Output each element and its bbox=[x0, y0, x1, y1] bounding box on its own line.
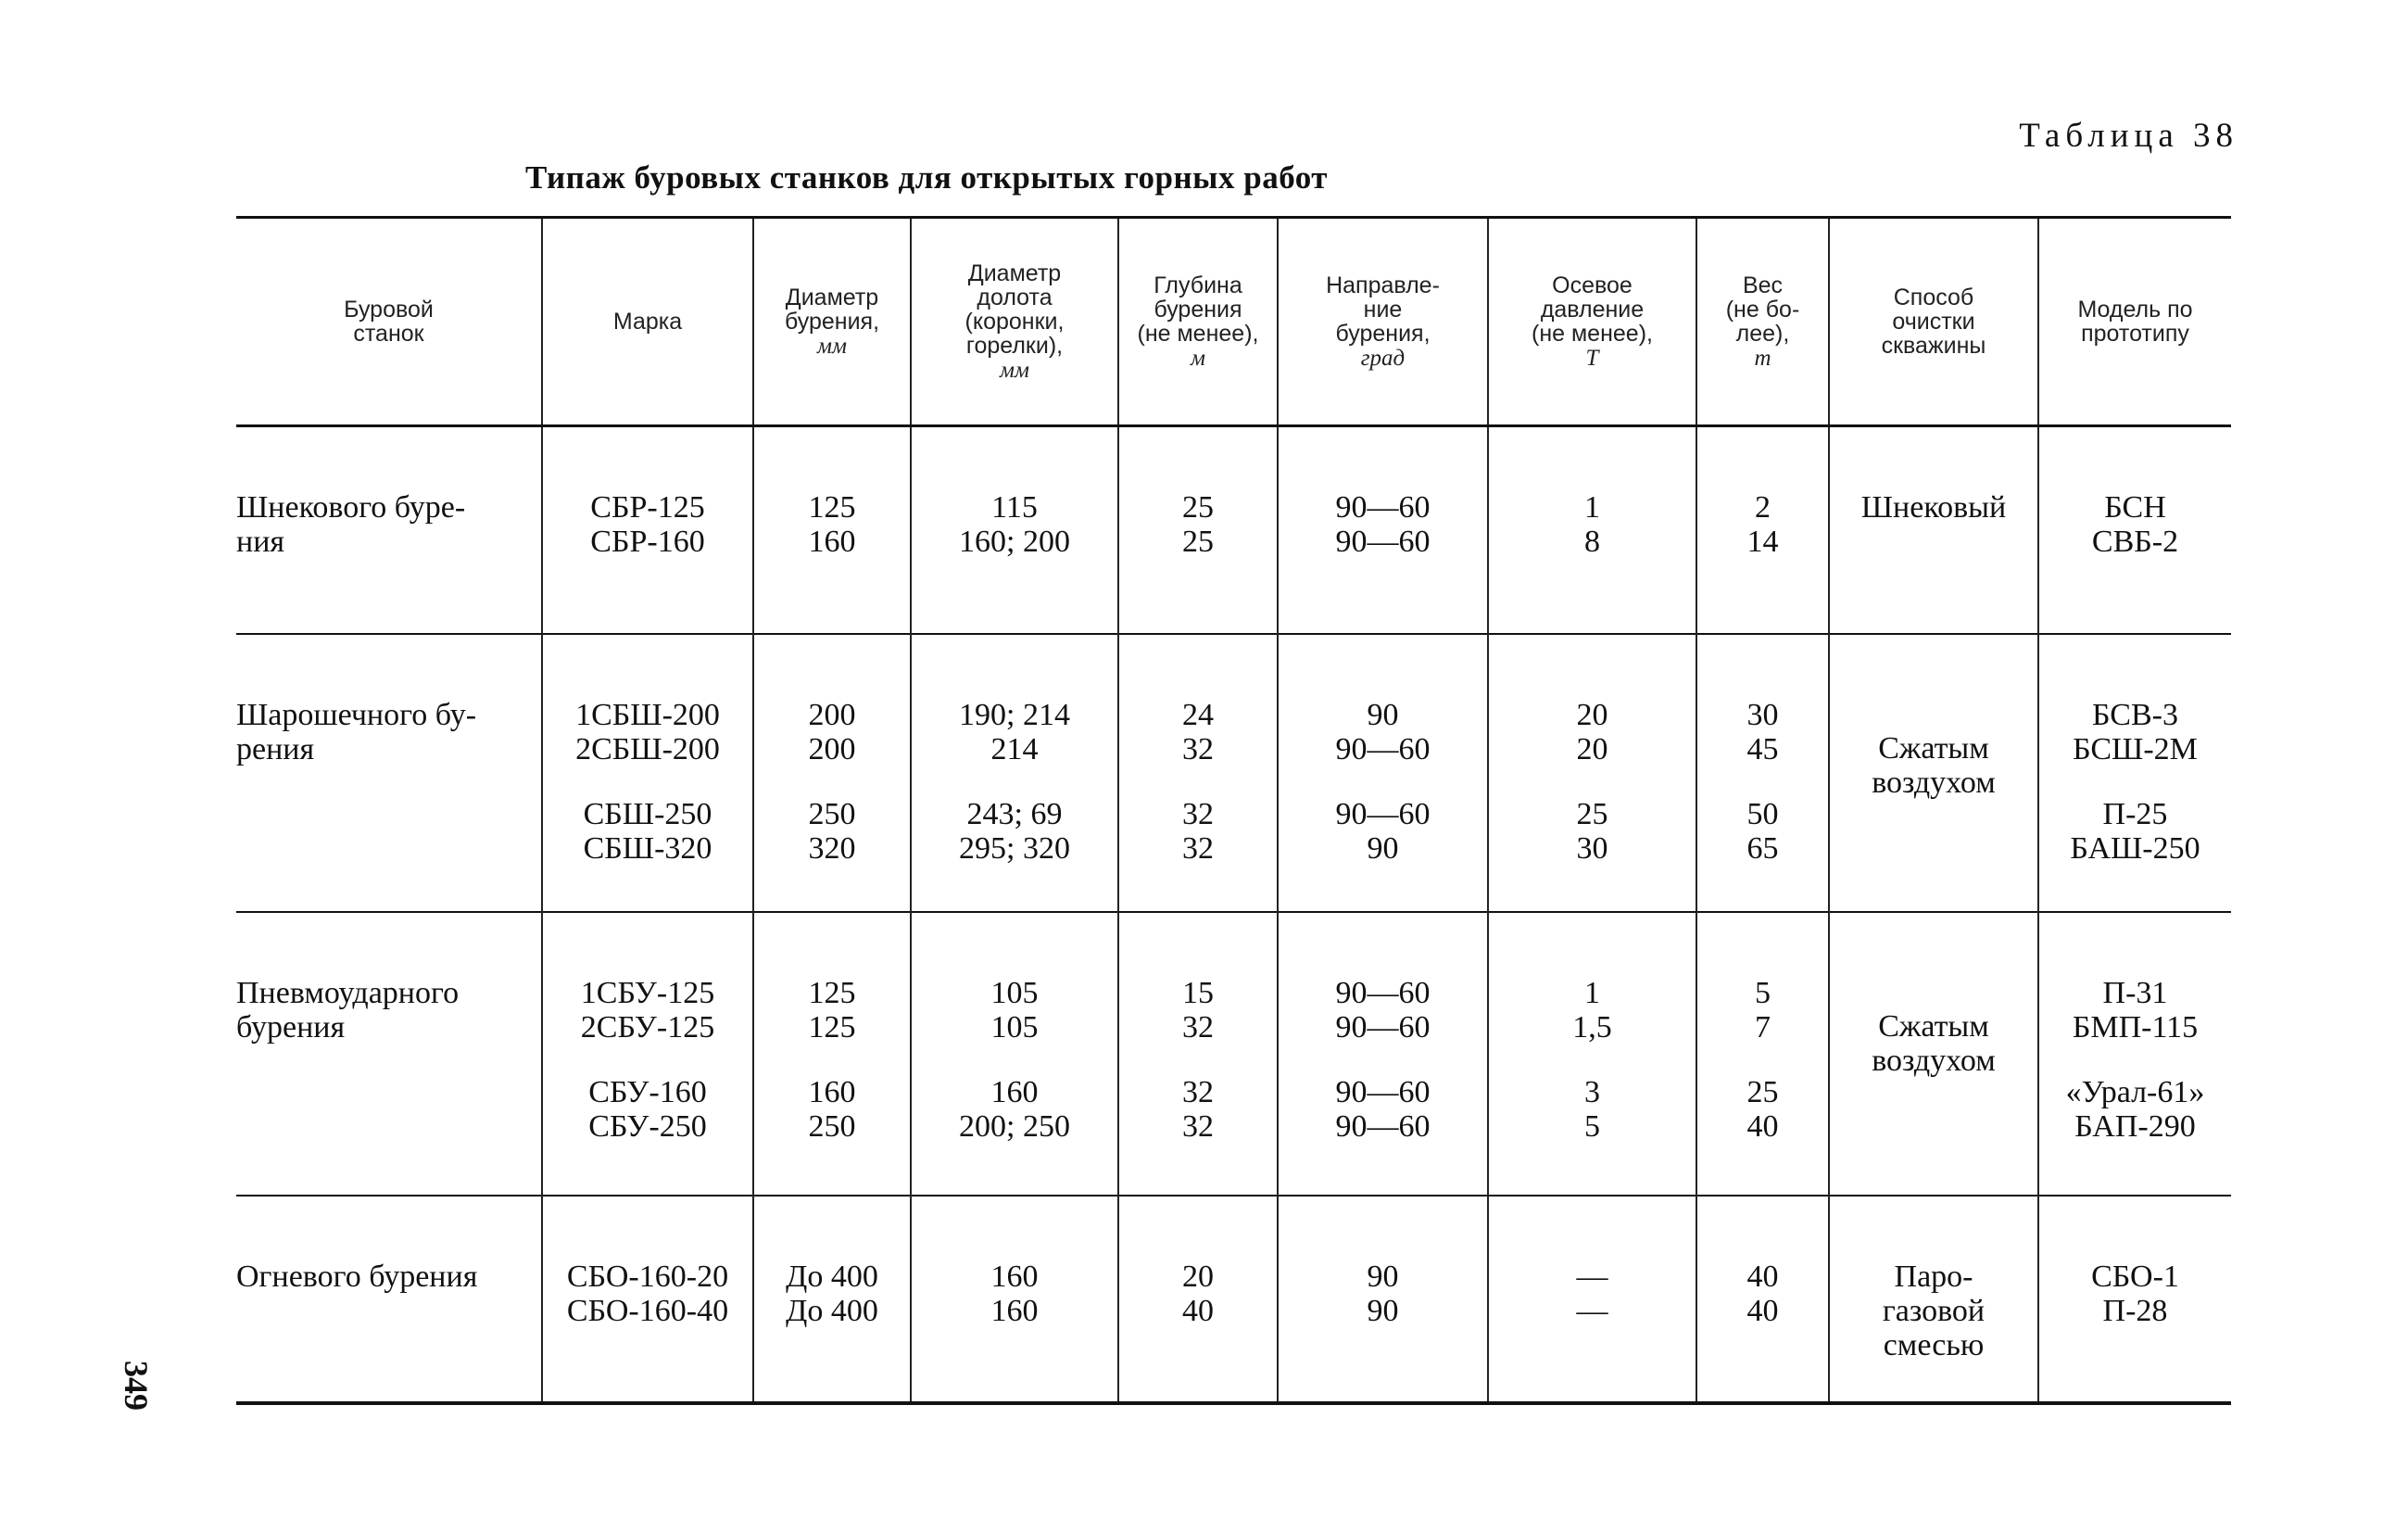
rig-type-text: Огневого бурения bbox=[236, 1259, 478, 1294]
column-header bbox=[236, 218, 542, 426]
column-header-unit: мм bbox=[1000, 357, 1029, 383]
cell-value: 160 200; 250 bbox=[959, 1074, 1070, 1144]
bit-diameter-cell bbox=[911, 426, 1118, 634]
rig-type-text: Шарошечного бу- рения bbox=[236, 697, 477, 766]
bit-diameter-cell bbox=[911, 634, 1118, 912]
depth-cell bbox=[1118, 634, 1278, 912]
cleaning-method-cell bbox=[1829, 426, 2038, 634]
depth-cell bbox=[1118, 1196, 1278, 1403]
column-header-unit: мм bbox=[817, 333, 847, 359]
cleaning-method-text: Сжатым воздухом bbox=[1872, 1008, 1996, 1078]
page-number: 349 bbox=[118, 1361, 155, 1411]
header-row bbox=[236, 218, 2231, 426]
column-header bbox=[1278, 218, 1488, 426]
cell-value: 25 25 bbox=[1182, 490, 1214, 559]
cell-value: 40 40 bbox=[1746, 1259, 1779, 1328]
cell-value: 32 32 bbox=[1182, 1074, 1214, 1144]
column-header-label: Модель по прототипу bbox=[2077, 297, 2193, 347]
cleaning-method-cell bbox=[1829, 1196, 2038, 1403]
cell-value: 125 160 bbox=[808, 490, 856, 559]
rig-type-text: Шнекового буре- ния bbox=[236, 490, 466, 559]
table-row bbox=[236, 426, 2231, 634]
column-header-label: Глубина бурения (не менее), bbox=[1137, 272, 1259, 347]
prototype-model-text: П-25 БАШ-250 bbox=[2070, 796, 2200, 866]
table-row bbox=[236, 1196, 2231, 1403]
column-header bbox=[1118, 218, 1278, 426]
column-header-label: Направле- ние бурения, bbox=[1326, 272, 1440, 347]
prototype-model-cell bbox=[2038, 426, 2231, 634]
column-header-unit: град bbox=[1360, 345, 1406, 371]
column-header-label: Способ очистки скважины bbox=[1881, 285, 1986, 359]
cell-value: 1 1,5 bbox=[1572, 975, 1612, 1045]
cell-value: 90—60 90—60 bbox=[1335, 1074, 1431, 1144]
cleaning-method-text: Сжатым воздухом bbox=[1872, 730, 1996, 800]
cell-value: 5 7 bbox=[1755, 975, 1771, 1045]
column-header bbox=[2038, 218, 2231, 426]
cell-value: 20 40 bbox=[1182, 1259, 1214, 1328]
column-header-unit: т bbox=[1754, 345, 1771, 371]
column-header-unit: Т bbox=[1585, 345, 1599, 371]
cleaning-method-cell bbox=[1829, 634, 2038, 912]
axial-pressure-cell bbox=[1488, 1196, 1696, 1403]
column-header bbox=[911, 218, 1118, 426]
rig-type-text: Пневмоударного бурения bbox=[236, 975, 460, 1045]
table-label: Таблица 38 bbox=[2019, 117, 2238, 155]
bit-diameter-cell bbox=[911, 1196, 1118, 1403]
column-header bbox=[1696, 218, 1829, 426]
cell-value: 105 105 bbox=[990, 975, 1039, 1045]
weight-cell bbox=[1696, 1196, 1829, 1403]
column-header bbox=[1488, 218, 1696, 426]
weight-cell bbox=[1696, 634, 1829, 912]
cell-value: До 400 До 400 bbox=[786, 1259, 878, 1328]
column-header bbox=[542, 218, 753, 426]
brand-cell bbox=[542, 634, 753, 912]
column-header-label: Диаметр бурения, bbox=[784, 284, 880, 335]
prototype-model-text: «Урал-61» БАП-290 bbox=[2065, 1074, 2205, 1144]
cell-value: 200 200 bbox=[808, 697, 856, 766]
rig-type-cell bbox=[236, 1196, 542, 1403]
cell-value: 3 5 bbox=[1584, 1074, 1600, 1144]
column-header-unit: м bbox=[1191, 345, 1205, 371]
cell-value: 90—60 90—60 bbox=[1335, 490, 1431, 559]
drill-diameter-cell bbox=[753, 912, 911, 1196]
rig-type-cell bbox=[236, 426, 542, 634]
column-header bbox=[1829, 218, 2038, 426]
cell-value: 25 30 bbox=[1576, 796, 1608, 866]
prototype-model-text: П-31 БМП-115 bbox=[2072, 975, 2199, 1045]
cell-value: 1СБШ-200 2СБШ-200 bbox=[575, 697, 720, 766]
cell-value: 15 32 bbox=[1182, 975, 1214, 1045]
drilling-rigs-table bbox=[236, 216, 2231, 1405]
brand-cell bbox=[542, 912, 753, 1196]
drill-diameter-cell bbox=[753, 634, 911, 912]
prototype-model-cell bbox=[2038, 634, 2231, 912]
column-header-label: Буровой станок bbox=[344, 297, 434, 347]
column-header-label: Диаметр долота (коронки, горелки), bbox=[964, 260, 1065, 359]
table-body bbox=[236, 426, 2231, 1403]
drill-diameter-cell bbox=[753, 1196, 911, 1403]
column-header-label: Вес (не бо- лее), bbox=[1725, 272, 1800, 347]
cell-value: 25 40 bbox=[1746, 1074, 1779, 1144]
weight-cell bbox=[1696, 426, 1829, 634]
prototype-model-cell bbox=[2038, 1196, 2231, 1403]
weight-cell bbox=[1696, 912, 1829, 1196]
brand-cell bbox=[542, 426, 753, 634]
direction-cell bbox=[1278, 1196, 1488, 1403]
cell-value: 24 32 bbox=[1182, 697, 1214, 766]
brand-cell bbox=[542, 1196, 753, 1403]
table-row bbox=[236, 912, 2231, 1196]
cell-value: 1 8 bbox=[1584, 490, 1600, 559]
cell-value: 32 32 bbox=[1182, 796, 1214, 866]
cell-value: 50 65 bbox=[1746, 796, 1779, 866]
bit-diameter-cell bbox=[911, 912, 1118, 1196]
cell-value: 160 250 bbox=[808, 1074, 856, 1144]
depth-cell bbox=[1118, 426, 1278, 634]
prototype-model-text: БСН СВБ-2 bbox=[2091, 490, 2179, 559]
direction-cell bbox=[1278, 912, 1488, 1196]
cell-value: 30 45 bbox=[1746, 697, 1779, 766]
cleaning-method-text: Паро- газовой смесью bbox=[1882, 1259, 1986, 1362]
column-header-label: Осевое давление (не менее), bbox=[1532, 272, 1653, 347]
cleaning-method-text: Шнековый bbox=[1860, 490, 2007, 525]
cleaning-method-cell bbox=[1829, 912, 2038, 1196]
column-header bbox=[753, 218, 911, 426]
cell-value: 20 20 bbox=[1576, 697, 1608, 766]
cell-value: 90 90 bbox=[1367, 1259, 1399, 1328]
cell-value: СБО-160-20 СБО-160-40 bbox=[566, 1259, 729, 1328]
cell-value: 243; 69 295; 320 bbox=[959, 796, 1070, 866]
cell-value: 115 160; 200 bbox=[959, 490, 1070, 559]
cell-value: 2 14 bbox=[1746, 490, 1779, 559]
cell-value: 90—60 90—60 bbox=[1335, 975, 1431, 1045]
cell-value: СБШ-250 СБШ-320 bbox=[583, 796, 712, 866]
axial-pressure-cell bbox=[1488, 912, 1696, 1196]
cell-value: СБУ-160 СБУ-250 bbox=[588, 1074, 707, 1144]
axial-pressure-cell bbox=[1488, 426, 1696, 634]
cell-value: 125 125 bbox=[808, 975, 856, 1045]
cell-value: 160 160 bbox=[990, 1259, 1039, 1328]
table-row bbox=[236, 634, 2231, 912]
prototype-model-text: БСВ-3 БСШ-2М bbox=[2073, 697, 2198, 766]
depth-cell bbox=[1118, 912, 1278, 1196]
cell-value: — — bbox=[1576, 1259, 1608, 1328]
axial-pressure-cell bbox=[1488, 634, 1696, 912]
cell-value: 90—60 90 bbox=[1335, 796, 1431, 866]
prototype-model-cell bbox=[2038, 912, 2231, 1196]
direction-cell bbox=[1278, 426, 1488, 634]
table-title: Типаж буровых станков для открытых горных работ bbox=[525, 159, 1328, 196]
cell-value: 90 90—60 bbox=[1335, 697, 1431, 766]
rig-type-cell bbox=[236, 912, 542, 1196]
cell-value: 1СБУ-125 2СБУ-125 bbox=[580, 975, 715, 1045]
cell-value: 190; 214 214 bbox=[959, 697, 1070, 766]
rig-type-cell bbox=[236, 634, 542, 912]
cell-value: 250 320 bbox=[808, 796, 856, 866]
prototype-model-text: СБО-1 П-28 bbox=[2091, 1259, 2179, 1328]
column-header-label: Марка bbox=[612, 309, 683, 335]
drill-diameter-cell bbox=[753, 426, 911, 634]
direction-cell bbox=[1278, 634, 1488, 912]
cell-value: СБР-125 СБР-160 bbox=[590, 490, 705, 559]
